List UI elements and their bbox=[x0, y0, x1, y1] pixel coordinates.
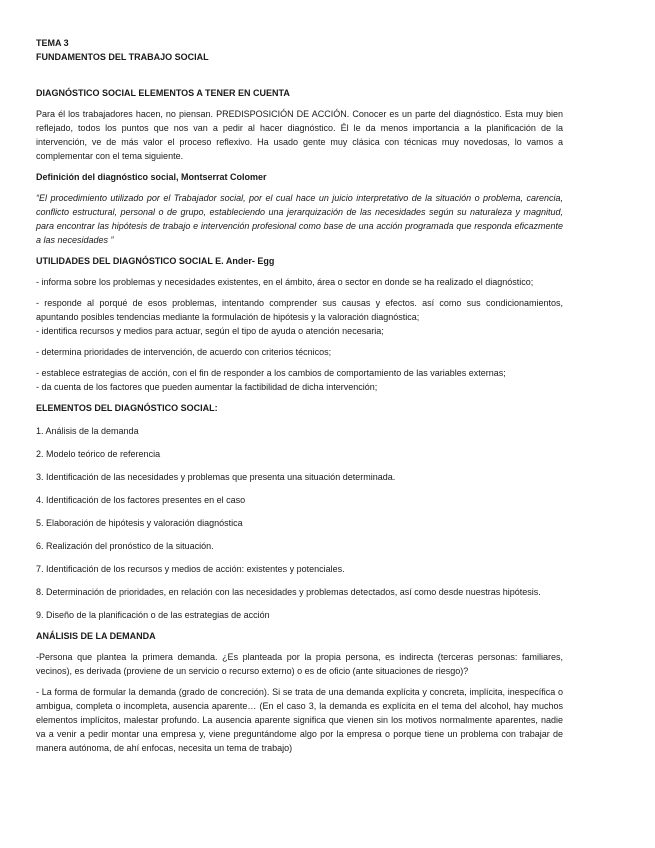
utilidades-item: - identifica recursos y medios para actuar, según el tipo de ayuda o atención necesaria; bbox=[36, 326, 384, 336]
elementos-title: ELEMENTOS DEL DIAGNÓSTICO SOCIAL: bbox=[36, 403, 218, 413]
definition-quote: “El procedimiento utilizado por el Trabajador social, por el cual hace un juicio interpretativo de la situación o problema, carencia, conflicto estructural, personal o de grupo, estableciendo una jerarquización de las necesidades según su naturaleza y magnitud, para encontrar las hipótesis de trabajo e intervención profesional como base de una acción programada que responda eficazmente a las necesidades ” bbox=[36, 193, 563, 245]
analisis-title: ANÁLISIS DE LA DEMANDA bbox=[36, 631, 156, 641]
section-body-diagnostico: Para él los trabajadores hacen, no piensan. PREDISPOSICIÓN DE ACCIÓN. Conocer es un parte del diagnóstico. Esta muy bien reflejado, todos los puntos que nos van a pedir al hacer diagnóstico. Él le da menos importancia a la planificación de la intervención, ve de más valor el proceso reflexivo. Ha usado gente muy clásica con técnicas muy novedosas, lo vamos a complementar con el tema siguiente. bbox=[36, 109, 563, 161]
utilidades-item: - determina prioridades de intervención, de acuerdo con criterios técnicos; bbox=[36, 347, 332, 357]
analisis-paragraph: -Persona que plantea la primera demanda. ¿Es planteada por la propia persona, es indirecta (terceras personas: familiares, vecinos), es derivada (proviene de un servicio o recurso externo) o es de oficio (ante situaciones de riesgo)? bbox=[36, 652, 563, 676]
definition-title: Definición del diagnóstico social, Montserrat Colomer bbox=[36, 172, 267, 182]
utilidades-item: - responde al porqué de esos problemas, intentando comprender sus causas y efectos. así como sus condicionamientos, apuntando posibles tendencias mediante la formulación de hipótesis y la valoración diagnóstica; bbox=[36, 298, 563, 322]
utilidades-item: - informa sobre los problemas y necesidades existentes, en el ámbito, área o sector en donde se ha realizado el diagnóstico; bbox=[36, 277, 534, 287]
utilidades-item: - establece estrategias de acción, con el fin de responder a los cambios de comportamiento de las variables externas; bbox=[36, 368, 506, 378]
subject-title: FUNDAMENTOS DEL TRABAJO SOCIAL bbox=[36, 52, 209, 62]
utilidades-item: - da cuenta de los factores que pueden aumentar la factibilidad de dicha intervención; bbox=[36, 382, 378, 392]
elementos-item: 7. Identificación de los recursos y medios de acción: existentes y potenciales. bbox=[36, 564, 345, 574]
utilidades-title: UTILIDADES DEL DIAGNÓSTICO SOCIAL E. Ander- Egg bbox=[36, 256, 275, 266]
elementos-item: 5. Elaboración de hipótesis y valoración diagnóstica bbox=[36, 518, 243, 528]
elementos-item: 3. Identificación de las necesidades y problemas que presenta una situación determinada. bbox=[36, 472, 396, 482]
analisis-paragraph: - La forma de formular la demanda (grado de concreción). Si se trata de una demanda explícita y concreta, implícita, inespecífica o ambigua, completa o incompleta, ausencia aparente… (En el caso 3, la demanda es explícita en el tema del alcohol, hay muchos elementos implícitos, malestar profundo. La ausencia aparente significa que vienen sin los motivos normalmente aparentes, nadie va a venir a pedir montar una empresa y, viene preguntándome algo por la empresa o porque tiene un problema con trabajar de manera autónoma, de ahí enfocas, necesita un tema de trabajo) bbox=[36, 687, 563, 753]
tema-label: TEMA 3 bbox=[36, 38, 69, 48]
section-title-diagnostico: DIAGNÓSTICO SOCIAL ELEMENTOS A TENER EN CUENTA bbox=[36, 88, 290, 98]
elementos-item: 1. Análisis de la demanda bbox=[36, 426, 139, 436]
elementos-item: 9. Diseño de la planificación o de las estrategias de acción bbox=[36, 610, 270, 620]
elementos-item: 4. Identificación de los factores presentes en el caso bbox=[36, 495, 246, 505]
elementos-item: 6. Realización del pronóstico de la situación. bbox=[36, 541, 214, 551]
elementos-item: 8. Determinación de prioridades, en relación con las necesidades y problemas detectados, así como desde nuestras hipótesis. bbox=[36, 587, 541, 597]
elementos-item: 2. Modelo teórico de referencia bbox=[36, 449, 161, 459]
